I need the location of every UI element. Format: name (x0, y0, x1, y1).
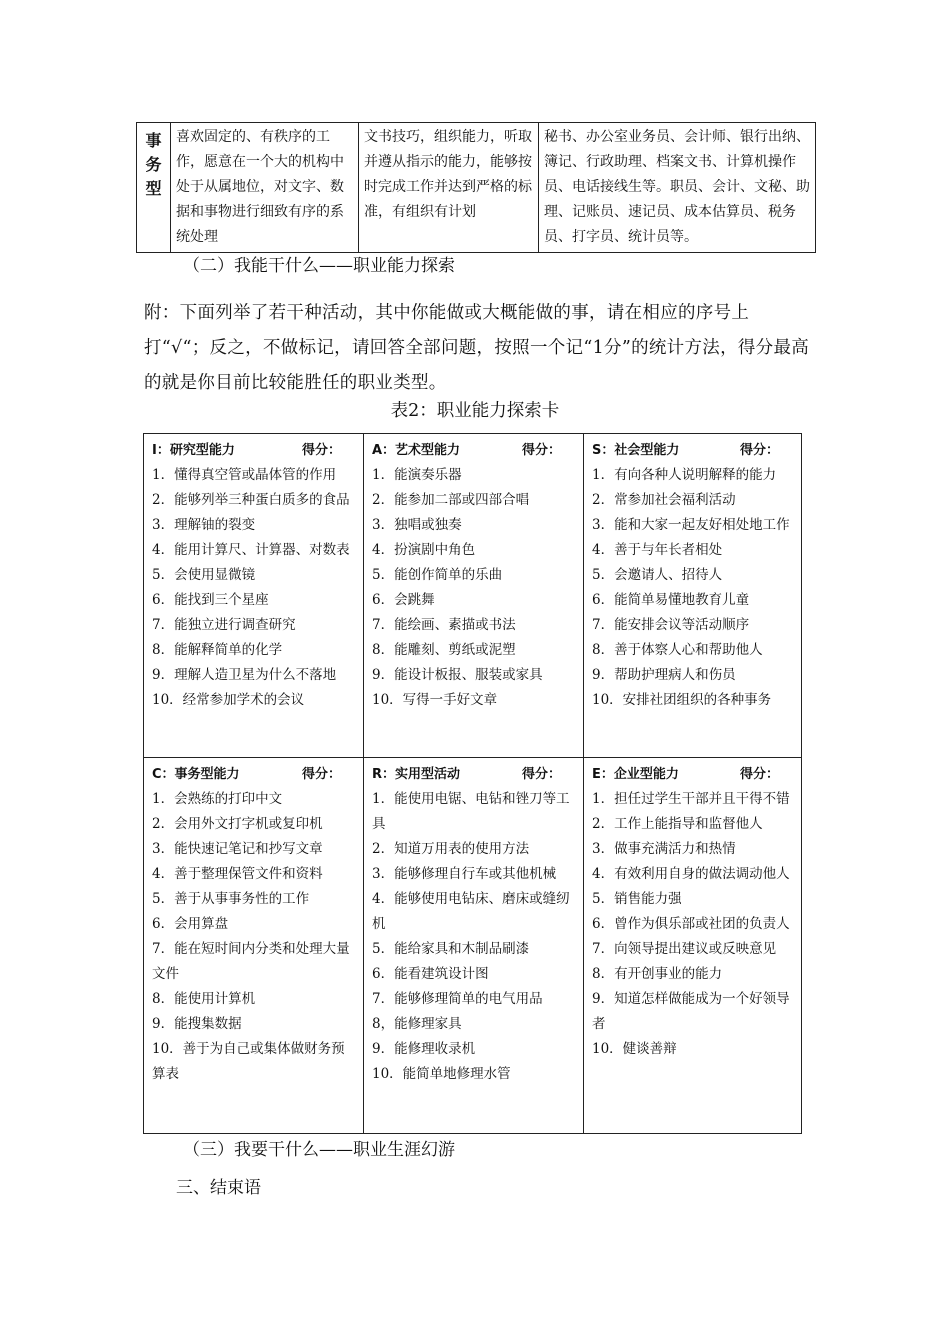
list-item[interactable]: 4．有效利用自身的做法调动他人 (592, 866, 790, 882)
list-item[interactable]: 1．懂得真空管或晶体管的作用 (152, 467, 337, 483)
list-item[interactable]: 5．会邀请人、招待人 (592, 567, 723, 583)
list-item[interactable]: 4．能用计算尺、计算器、对数表 (152, 542, 350, 558)
list-item[interactable]: 9．知道怎样做能成为一个好领导者 (592, 991, 790, 1032)
score-label: 得分： (301, 767, 341, 782)
list-item[interactable]: 8，能修理家具 (372, 1016, 462, 1032)
score-label: 得分： (739, 443, 779, 458)
list-item[interactable]: 6．能找到三个星座 (152, 592, 269, 608)
list-item[interactable]: 9．帮助护理病人和伤员 (592, 667, 736, 683)
card-artistic (364, 434, 584, 758)
card-title: A：艺术型能力 (372, 443, 461, 458)
list-item[interactable]: 6．能简单易懂地教育儿童 (592, 592, 750, 608)
list-item[interactable]: 1．有向各种人说明解释的能力 (592, 467, 777, 483)
list-item[interactable]: 5．能给家具和木制品刷漆 (372, 941, 530, 957)
jobs-cell: 秘书、办公室业务员、会计师、银行出纳、簿记、行政助理、档案文书、计算机操作员、电话接线生等。职员、会计、文秘、助理、记账员、速记员、成本估算员、税务员、打字员、统计员等。 (539, 123, 816, 253)
list-item[interactable]: 1．能演奏乐器 (372, 467, 462, 483)
list-item[interactable]: 7．能安排会议等活动顺序 (592, 617, 750, 633)
list-item[interactable]: 6．曾作为俱乐部或社团的负责人 (592, 916, 790, 932)
section-heading: （三）我要干什么——职业生涯幻游 (183, 1140, 455, 1160)
list-item[interactable]: 4．扮演剧中角色 (372, 542, 476, 558)
score-label: 得分： (521, 443, 561, 458)
list-item[interactable]: 1．能使用电锯、电钻和锉刀等工具 (372, 791, 570, 832)
card-title: R：实用型活动 (372, 767, 461, 782)
abilities-cell: 文书技巧，组织能力，听取并遵从指示的能力，能够按时完成工作并达到严格的标准，有组织有计划 (359, 123, 539, 253)
list-item[interactable]: 9．能搜集数据 (152, 1016, 242, 1032)
list-item[interactable]: 8．有开创事业的能力 (592, 966, 723, 982)
list-item[interactable]: 9．能设计板报、服装或家具 (372, 667, 543, 683)
list-item[interactable]: 3．能够修理自行车或其他机械 (372, 866, 557, 882)
table-caption: 表2：职业能力探索卡 (390, 401, 560, 421)
list-item[interactable]: 7．能够修理简单的电气用品 (372, 991, 543, 1007)
list-item[interactable]: 5．销售能力强 (592, 891, 682, 907)
list-item[interactable]: 3．理解铀的裂变 (152, 517, 256, 533)
list-item[interactable]: 7．能绘画、素描或书法 (372, 617, 516, 633)
type-char: 务 (145, 155, 162, 174)
card-title: S：社会型能力 (592, 443, 680, 458)
list-item[interactable]: 10．健谈善辩 (592, 1041, 677, 1057)
list-item[interactable]: 2．会用外文打字机或复印机 (152, 816, 323, 832)
card-title: C：事务型能力 (152, 767, 240, 782)
list-item[interactable]: 9．能修理收录机 (372, 1041, 476, 1057)
list-item[interactable]: 6．会用算盘 (152, 916, 229, 932)
list-item[interactable]: 3．能快速记笔记和抄写文章 (152, 841, 323, 857)
card-conventional (144, 758, 364, 1133)
score-label: 得分： (301, 443, 341, 458)
list-item[interactable]: 7．向领导提出建议或反映意见 (592, 941, 777, 957)
interest-cell: 喜欢固定的、有秩序的工作，愿意在一个大的机构中处于从属地位，对文字、数据和事物进行细致有序的系统处理 (171, 123, 359, 253)
list-item[interactable]: 8．能解释简单的化学 (152, 642, 283, 658)
list-item[interactable]: 10．能简单地修理水管 (372, 1066, 511, 1082)
closing-heading: 三、结束语 (176, 1178, 261, 1198)
score-label: 得分： (521, 767, 561, 782)
list-item[interactable]: 7．能在短时间内分类和处理大量文件 (152, 941, 350, 982)
list-item[interactable]: 4．善于与年长者相处 (592, 542, 723, 558)
score-label: 得分： (739, 767, 779, 782)
list-item[interactable]: 3．独唱或独奏 (372, 517, 462, 533)
type-char: 型 (145, 179, 162, 198)
list-item[interactable]: 3．能和大家一起友好相处地工作 (592, 517, 790, 533)
list-item[interactable]: 2．常参加社会福利活动 (592, 492, 736, 508)
table-row (137, 123, 816, 253)
intro-paragraph: 附：下面列举了若干种活动，其中你能做或大概能做的事，请在相应的序号上打“√“；反之，不做标记，请回答全部问题，按照一个记“1分”的统计方法，得分最高的就是你目前比较能胜任的职业类型。 (144, 303, 810, 393)
list-item[interactable]: 5．善于从事事务性的工作 (152, 891, 310, 907)
list-item[interactable]: 2．知道万用表的使用方法 (372, 841, 530, 857)
list-item[interactable]: 5．会使用显微镜 (152, 567, 256, 583)
ability-card-grid (143, 433, 802, 1134)
list-item[interactable]: 10．写得一手好文章 (372, 692, 498, 708)
list-item[interactable]: 5．能创作简单的乐曲 (372, 567, 503, 583)
list-item[interactable]: 9．理解人造卫星为什么不落地 (152, 667, 337, 683)
list-item[interactable]: 8．能雕刻、剪纸或泥塑 (372, 642, 516, 658)
list-item[interactable]: 8．能使用计算机 (152, 991, 256, 1007)
list-item[interactable]: 3．做事充满活力和热情 (592, 841, 736, 857)
list-item[interactable]: 4．能够使用电钻床、磨床或缝纫机 (372, 891, 570, 932)
section-heading: （二）我能干什么——职业能力探索 (183, 256, 455, 276)
career-type-table (136, 122, 816, 253)
list-item[interactable]: 1．担任过学生干部并且干得不错 (592, 791, 790, 807)
list-item[interactable]: 10．经常参加学术的会议 (152, 692, 305, 708)
card-enterprising (584, 758, 801, 1133)
list-item[interactable]: 1．会熟练的打印中文 (152, 791, 283, 807)
card-title: I：研究型能力 (152, 443, 235, 458)
list-item[interactable]: 7．能独立进行调查研究 (152, 617, 296, 633)
list-item[interactable]: 8．善于体察人心和帮助他人 (592, 642, 763, 658)
card-realistic (364, 758, 584, 1133)
list-item[interactable]: 10．安排社团组织的各种事务 (592, 692, 772, 708)
card-investigative (144, 434, 364, 758)
list-item[interactable]: 2．能够列举三种蛋白质多的食品 (152, 492, 350, 508)
card-title: E：企业型能力 (592, 767, 679, 782)
list-item[interactable]: 6．能看建筑设计图 (372, 966, 489, 982)
list-item[interactable]: 10．善于为自己或集体做财务预算表 (152, 1041, 345, 1082)
list-item[interactable]: 6．会跳舞 (372, 592, 435, 608)
list-item[interactable]: 2．能参加二部或四部合唱 (372, 492, 530, 508)
type-name-cell (137, 123, 171, 253)
card-social (584, 434, 801, 758)
list-item[interactable]: 4．善于整理保管文件和资料 (152, 866, 323, 882)
list-item[interactable]: 2．工作上能指导和监督他人 (592, 816, 763, 832)
type-char: 事 (145, 131, 162, 150)
